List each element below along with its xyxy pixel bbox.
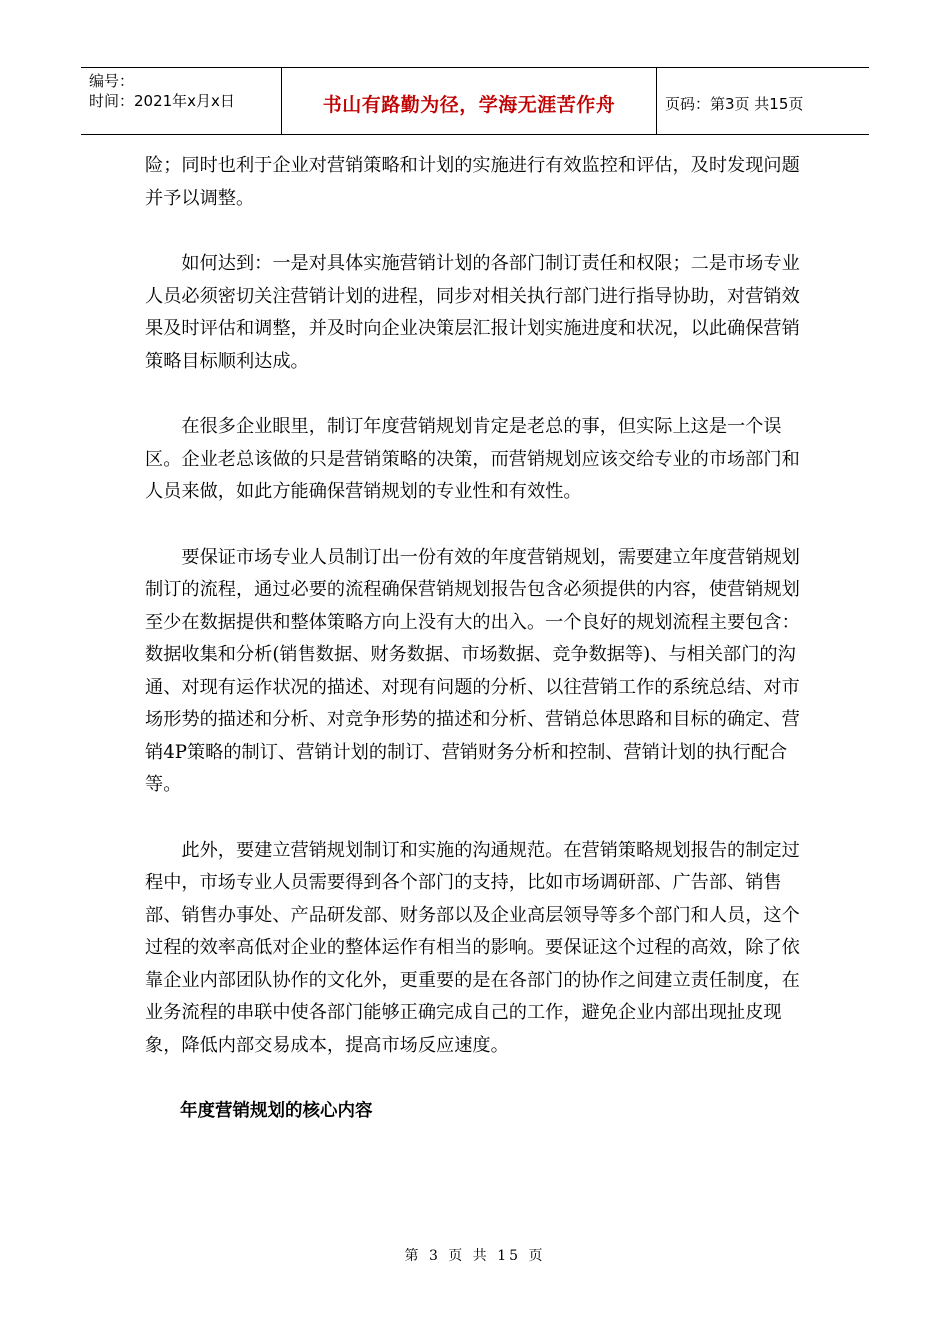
body-paragraph: 险；同时也利于企业对营销策略和计划的实施进行有效监控和评估，及时发现问题并予以调整。: [145, 155, 800, 209]
header-page-info: 页码：第3页 共15页: [665, 94, 804, 113]
document-number-label: 编号：: [89, 72, 135, 90]
header-motto: 书山有路勤为径，学海无涯苦作舟: [322, 93, 616, 116]
page-footer: [0, 1245, 950, 1265]
page-header: [81, 67, 869, 135]
header-page-info-cell: [657, 68, 869, 134]
header-meta: [81, 68, 281, 134]
footer-page-number: 第 3 页 共 15 页: [404, 1248, 546, 1264]
body-paragraph: 如何达到：一是对具体实施营销计划的各部门制订责任和权限；二是市场专业人员必须密切关注营销计划的进程，同步对相关执行部门进行指导协助，对营销效果及时评估和调整，并及时向企业决策层汇报计划实施进度和状况，以此确保营销策略目标顺利达成。: [145, 253, 800, 372]
body-paragraph: 要保证市场专业人员制订出一份有效的年度营销规划，需要建立年度营销规划制订的流程，通过必要的流程确保营销规划报告包含必须提供的内容，使营销规划至少在数据提供和整体策略方向上没有大的出入。一个良好的规划流程主要包含：数据收集和分析(销售数据、财务数据、市场数据、竞争数据等)、与相关部门的沟通、对现有运作状况的描述、对现有问题的分析、以往营销工作的系统总结、对市场形势的描述和分析、对竞争形势的描述和分析、营销总体思路和目标的确定、营销4P策略的制订、营销计划的制订、营销财务分析和控制、营销计划的执行配合等。: [145, 546, 800, 795]
body-paragraph: 此外，要建立营销规划制订和实施的沟通规范。在营销策略规划报告的制定过程中，市场专业人员需要得到各个部门的支持，比如市场调研部、广告部、销售部、销售办事处、产品研发部、财务部以及企业高层领导等多个部门和人员，这个过程的效率高低对企业的整体运作有相当的影响。要保证这个过程的高效，除了依靠企业内部团队协作的文化外，更重要的是在各部门的协作之间建立责任制度，在业务流程的串联中使各部门能够正确完成自己的工作，避免企业内部出现扯皮现象，降低内部交易成本，提高市场反应速度。: [145, 839, 800, 1056]
header-motto-cell: [281, 68, 657, 134]
section-heading: 年度营销规划的核心内容: [180, 1101, 373, 1121]
body-paragraph: 在很多企业眼里，制订年度营销规划肯定是老总的事，但实际上这是一个误区。企业老总该做的只是营销策略的决策，而营销规划应该交给专业的市场部门和人员来做，如此方能确保营销规划的专业性和有效性。: [145, 416, 800, 502]
document-body: [145, 150, 813, 1128]
document-date: 时间：2021年x月x日: [89, 92, 235, 110]
